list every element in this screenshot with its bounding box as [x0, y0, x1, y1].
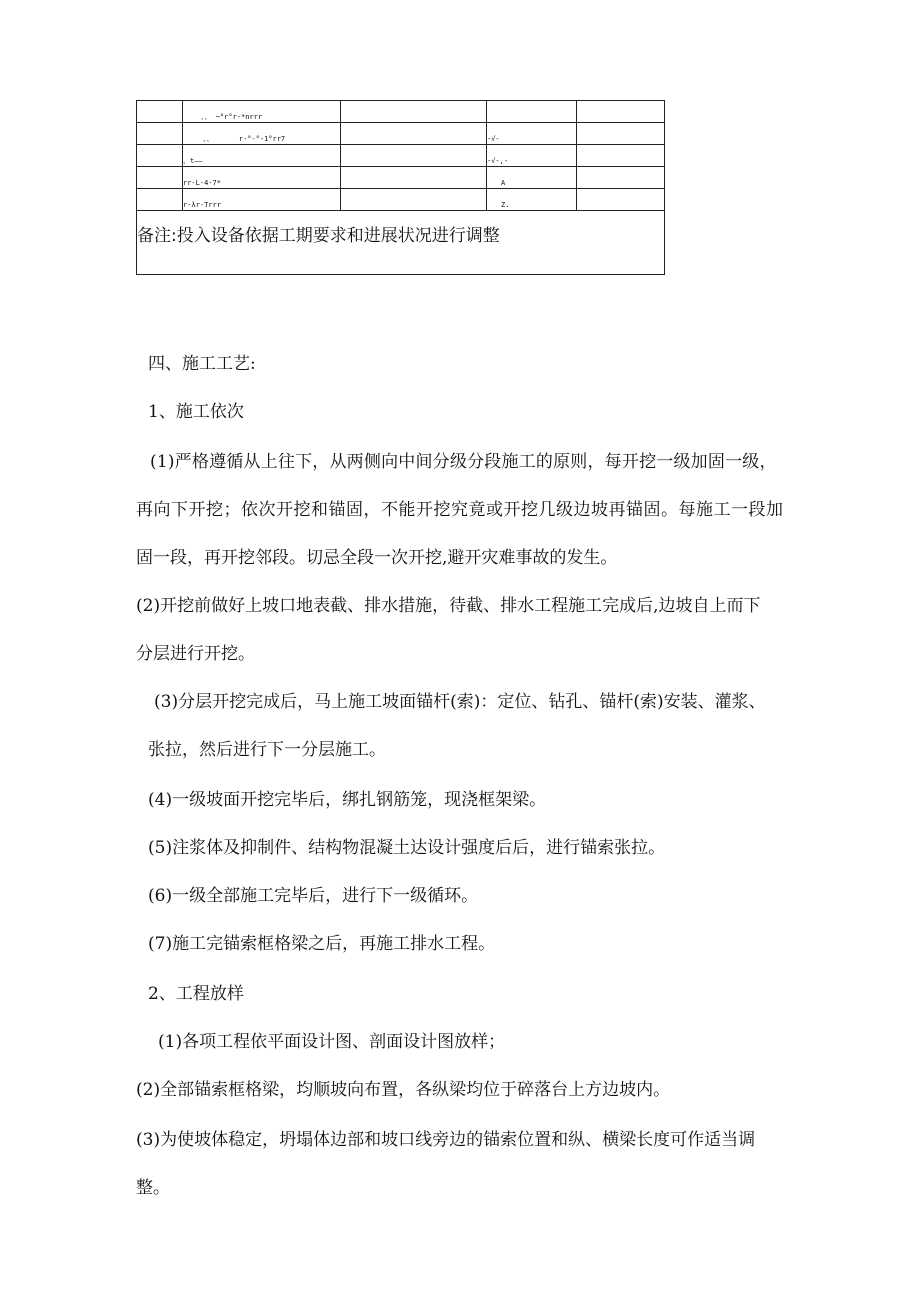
- table-row: [137, 123, 665, 145]
- table-cell: [341, 123, 487, 145]
- equipment-mark-cell: [487, 101, 577, 123]
- paragraph-line: 固一段，再开挖邻段。切忌全段一次开挖,避开灾难事故的发生。: [136, 548, 618, 568]
- paragraph-line: (4)一级坡面开挖完毕后，绑扎钢筋笼，现浇框架梁。: [148, 790, 547, 810]
- equipment-mark-cell: -√-,-: [487, 145, 577, 167]
- table-row: [137, 145, 665, 167]
- table-cell: [577, 189, 665, 211]
- section-heading: 四、施工工艺:: [148, 354, 256, 374]
- equipment-table: [136, 100, 665, 275]
- paragraph-line: (1)各项工程依平面设计图、剖面设计图放样；: [158, 1032, 506, 1052]
- table-cell: [577, 145, 665, 167]
- paragraph-line: (3)分层开挖完成后，马上施工坡面锚杆(索)：定位、钻孔、锚杆(索)安装、灌浆、: [154, 692, 766, 712]
- table-cell: [577, 167, 665, 189]
- subsection-title: 2、工程放样: [148, 984, 244, 1004]
- table-cell: [341, 167, 487, 189]
- table-cell: [137, 101, 183, 123]
- table-cell: [137, 167, 183, 189]
- subsection-title: 1、施工依次: [148, 402, 244, 422]
- equipment-mark-cell: -√-: [487, 123, 577, 145]
- paragraph-line: (2)全部锚索框格梁，均顺坡向布置，各纵梁均位于碎落台上方边坡内。: [136, 1080, 671, 1100]
- table-row: [137, 189, 665, 211]
- table-note: 备注:投入设备依据工期要求和进展状况进行调整: [137, 211, 665, 275]
- paragraph-line: (3)为使坡体稳定，坍塌体边部和坡口线旁边的锚索位置和纵、横梁长度可作适当调: [136, 1130, 756, 1150]
- table-row: [137, 211, 665, 275]
- equipment-mark-cell: A: [487, 167, 577, 189]
- table-cell: [341, 101, 487, 123]
- paragraph-line: 再向下开挖；依次开挖和锚固，不能开挖究竟或开挖几级边坡再锚固。每施工一段加: [136, 500, 784, 520]
- paragraph-line: (5)注浆体及抑制件、结构物混凝土达设计强度后后，进行锚索张拉。: [148, 838, 666, 858]
- table-row: [137, 101, 665, 123]
- table-cell: [341, 189, 487, 211]
- paragraph-line: 张拉，然后进行下一分层施工。: [148, 740, 386, 760]
- table-cell: [137, 123, 183, 145]
- paragraph-line: 分层进行开挖。: [136, 644, 255, 664]
- table-cell: [137, 189, 183, 211]
- equipment-name-cell: r-λr-Trrr: [183, 189, 341, 211]
- equipment-name-cell: 、、 ~°r°r-*nrrr: [183, 101, 341, 123]
- equipment-name-cell: 、、 r-°-°-1°rr7: [183, 123, 341, 145]
- table-cell: [577, 123, 665, 145]
- equipment-name-cell: 、t——: [183, 145, 341, 167]
- equipment-mark-cell: Z.: [487, 189, 577, 211]
- paragraph-line: (7)施工完锚索框格梁之后，再施工排水工程。: [148, 934, 496, 954]
- table-cell: [341, 145, 487, 167]
- table-cell: [577, 101, 665, 123]
- table-row: [137, 167, 665, 189]
- paragraph-line: 整。: [136, 1178, 170, 1198]
- paragraph-line: (6)一级全部施工完毕后，进行下一级循环。: [148, 886, 479, 906]
- paragraph-line: (1)严格遵循从上往下，从两侧向中间分级分段施工的原则，每开挖一级加固一级，: [150, 452, 777, 472]
- equipment-name-cell: rr-L-4-7*: [183, 167, 341, 189]
- table-cell: [137, 145, 183, 167]
- paragraph-line: (2)开挖前做好上坡口地表截、排水措施，待截、排水工程施工完成后,边坡自上而下: [136, 596, 761, 616]
